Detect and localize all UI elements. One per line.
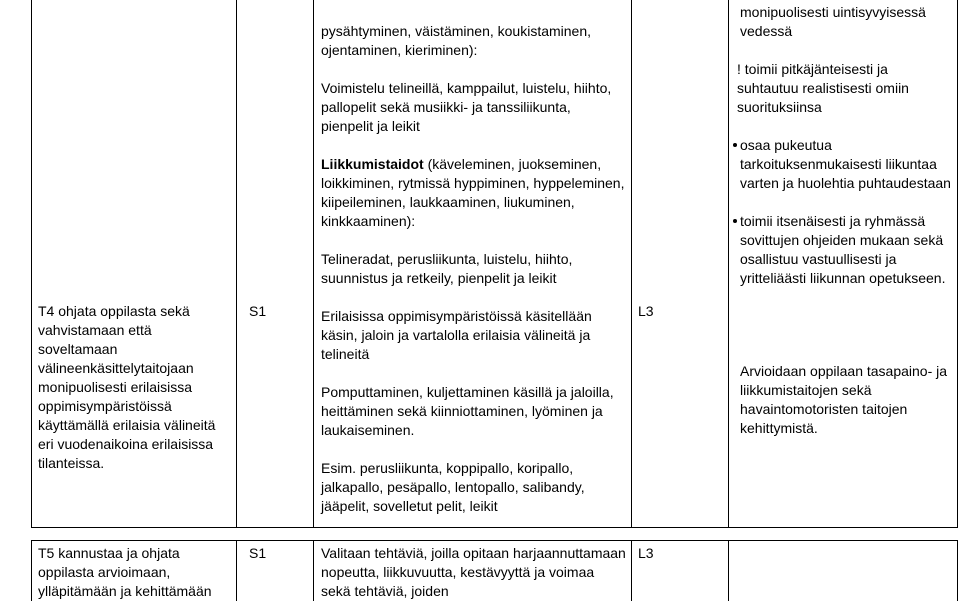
goal-text-t5: T5 kannustaa ja ohjata oppilasta arvioimaan, ylläpitämään ja kehittämään	[38, 545, 212, 599]
content-heading-liikkumistaidot: Liikkumistaidot	[321, 156, 424, 172]
goal-text-t4: T4 ohjata oppilasta sekä vahvistamaan että soveltamaan välineenkäsittelytaitojaan monipuolisesti erilaisissa oppimisympäristöissä käyttämällä erilaisia välineitä eri vuodenaikoina erilaisissa tilanteissa.	[38, 303, 216, 471]
criteria-bullet-text-1: osaa pukeutua tarkoituksenmukaisesti liikuntaa varten ja huolehtia puhtaudestaan	[740, 137, 951, 191]
content-cell-row1	[321, 22, 626, 516]
content-paragraph-2: Voimistelu telineillä, kamppailut, luistelu, hiihto, pallopelit sekä musiikki- ja tanssiliikunta, pienpelit ja leikit	[321, 80, 612, 134]
area-code-row1: S1	[249, 303, 267, 319]
goal-cell-t4	[38, 302, 230, 473]
level-code-row1: L3	[638, 303, 654, 319]
criteria-bullet-item-2	[740, 212, 952, 288]
criteria-assessment-text: Arvioidaan oppilaan tasapaino- ja liikkumistaitojen sekä havaintomotoristen taitojen kehittymistä.	[740, 363, 948, 436]
criteria-bullet-item-1	[740, 136, 952, 193]
level-cell-row2	[638, 544, 654, 563]
criteria-cell-row1	[737, 3, 952, 438]
content-cell-row2	[321, 544, 626, 601]
content-paragraph-4: Telineradat, perusliikunta, luistelu, hiihto, suunnistus ja retkeily, pienpelit ja leikit	[321, 251, 573, 286]
level-code-row2: L3	[638, 545, 654, 561]
area-cell-row2	[249, 544, 266, 563]
bullet-icon	[733, 143, 737, 147]
area-code-row2: S1	[249, 545, 267, 561]
criteria-text-1: ! toimii pitkäjänteisesti ja suhtautuu realistisesti omiin suorituksiinsa	[737, 61, 909, 115]
content-text-row2: Valitaan tehtäviä, joilla opitaan harjaannuttamaan nopeutta, liikkuvuutta, kestävyyttä ja voimaa sekä tehtäviä, joiden	[321, 545, 626, 599]
goal-cell-t5	[38, 544, 230, 601]
content-paragraph-3-text: (käveleminen, juokseminen, loikkiminen, rytmissä hyppiminen, hyppeleminen, kiipeileminen, laukkaaminen, liukuminen, kinkkaaminen):	[321, 156, 625, 229]
content-paragraph-1: pysähtyminen, väistäminen, koukistaminen, ojentaminen, kieriminen):	[321, 23, 592, 58]
content-paragraph-6: Pomputtaminen, kuljettaminen käsillä ja jaloilla, heittäminen sekä kiinniottaminen, lyöminen ja laukaiseminen.	[321, 384, 614, 438]
content-paragraph-5: Erilaisissa oppimisympäristöissä käsitellään käsin, jaloin ja vartalolla erilaisia välineitä ja telineitä	[321, 308, 592, 362]
criteria-bullet-text-2: toimii itsenäisesti ja ryhmässä sovittujen ohjeiden mukaan sekä osallistuu vastuullisesti ja yritteliäästi liikunnan opetukseen.	[740, 213, 946, 286]
criteria-text-0: monipuolisesti uintisyvyisessä vedessä	[740, 4, 926, 39]
area-cell-row1	[249, 302, 266, 321]
content-paragraph-3	[321, 155, 626, 231]
bullet-icon	[733, 219, 737, 223]
content-paragraph-7: Esim. perusliikunta, koppipallo, koripallo, jalkapallo, pesäpallo, lentopallo, salibandy, jääpelit, sovelletut pelit, leikit	[321, 460, 585, 514]
level-cell-row1	[638, 302, 654, 321]
